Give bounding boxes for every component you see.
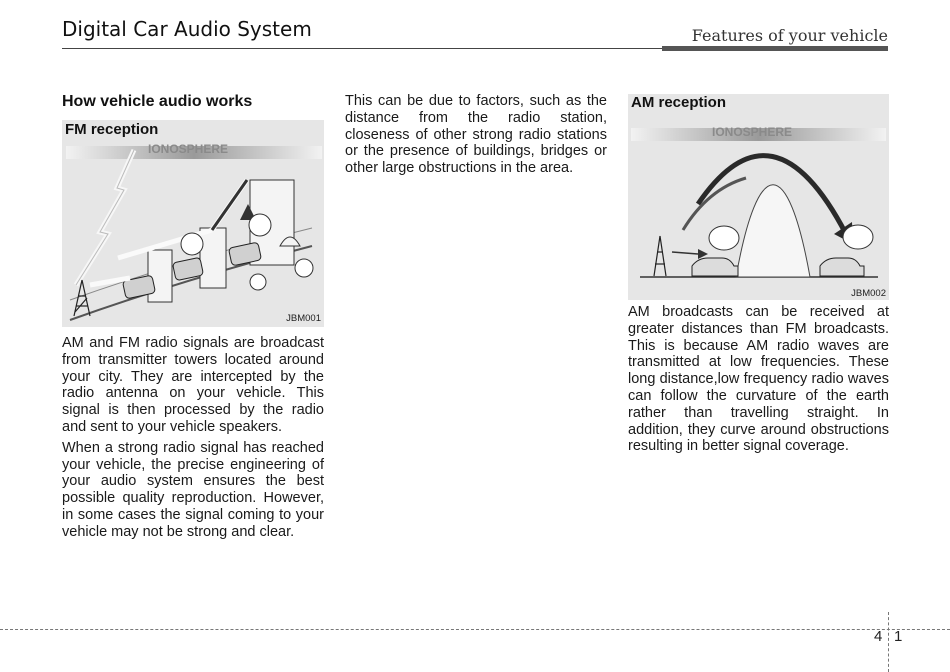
paragraph: When a strong radio signal has reached your vehicle, the precise engineering of your audio system ensures the best possible quality reproduction. However, in some cases the signal coming to your vehicle may not be strong and clear.	[62, 439, 324, 540]
document-title: Digital Car Audio System	[62, 17, 312, 41]
am-figure-label: AM reception	[631, 94, 727, 111]
chapter-number: 4	[874, 628, 883, 645]
am-ionosphere-label: IONOSPHERE	[712, 125, 793, 139]
column-3-text	[628, 304, 889, 459]
fm-reception-figure	[62, 120, 324, 327]
column-2-text	[345, 93, 607, 181]
paragraph: AM and FM radio signals are broadcast from transmitter towers located around your city. They are intercepted by the radio antenna on your vehicle. This signal is then processed by the radio and sent to your vehicle speakers.	[62, 335, 324, 435]
fm-figure-code: JBM001	[286, 313, 321, 324]
footer-separator	[888, 612, 889, 672]
am-figure-code: JBM002	[851, 288, 886, 299]
section-heading: How vehicle audio works	[62, 93, 253, 110]
paragraph: AM broadcasts can be received at greater distances than FM broadcasts. This is because AM radio waves are transmitted at low frequencies. These long distance,low frequency radio waves can follow the curvature of the earth rather than travelling straight. In addition, they curve around obstructions resulting in better signal coverage.	[628, 304, 889, 455]
fm-ionosphere-label: IONOSPHERE	[148, 142, 229, 156]
am-reception-figure	[628, 94, 889, 300]
footer-rule	[0, 629, 950, 630]
header-rule	[62, 48, 662, 49]
paragraph: This can be due to factors, such as the distance from the radio station, closeness of other strong radio stations or the presence of buildings, bridges or other large obstructions in the area.	[345, 93, 607, 177]
page-number: 1	[894, 628, 903, 645]
fm-figure-label: FM reception	[65, 121, 159, 138]
section-name: Features of your vehicle	[691, 26, 888, 45]
column-1-text	[62, 335, 324, 545]
header-rule-bold	[662, 46, 888, 51]
